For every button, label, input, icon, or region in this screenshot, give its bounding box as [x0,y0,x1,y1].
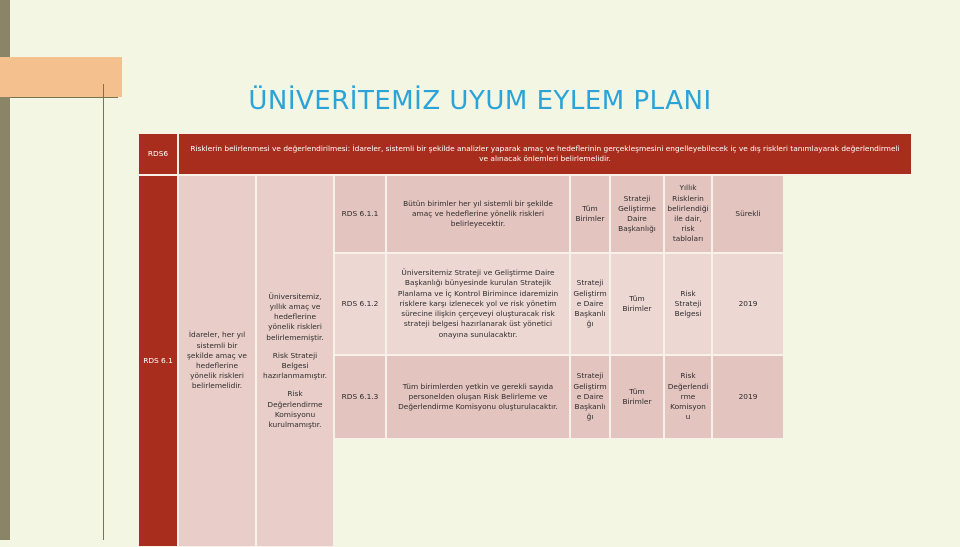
collaborator-text: Strateji Geliştirme Daire Başkanlığı [618,193,656,234]
collaborator-cell [610,175,664,253]
collaborator-cell [610,253,664,355]
responsible-cell [570,253,610,355]
current-status-3: Risk Değerlendirme Komisyonu kurulmamıştır. [267,389,323,430]
action-text-cell [386,175,570,253]
collaborator-text: Tüm Birimler [622,386,652,406]
standard-text: İdareler, her yıl sistemli bir şekilde amaç ve hedeflerine yönelik riskleri belirlemelidir. [187,330,247,391]
slide-title: ÜNİVERİTEMİZ UYUM EYLEM PLANI [248,86,712,116]
action-code: RDS 6.1.3 [341,391,379,401]
date-text: Sürekli [735,208,761,218]
responsible-text: Strateji Geliştirm e Daire Başkanlı ğı [573,278,607,329]
header-code: RDS6 [147,148,169,158]
output-text: Risk Strateji Belgesi [674,288,702,319]
action-text: Tüm birimlerden yetkin ve gerekli sayıda personelden oluşan Risk Belirleme ve Değerlendirme Komisyonu oluşturulacaktır. [398,381,558,412]
action-code-cell [334,175,386,253]
action-code-cell [334,355,386,439]
collaborator-cell [610,355,664,439]
action-code: RDS 6.1.1 [341,208,379,218]
output-text: Yıllık Risklerin belirlendiği ile dair, risk tabloları [667,183,709,244]
decoration-line [103,84,104,540]
responsible-text: Strateji Geliştirm e Daire Başkanlı ğı [573,371,607,422]
action-text: Üniversitemiz Strateji ve Geliştirme Daire Başkanlığı bünyesinde kurulan Stratejik Planlama ve İç Kontrol Birimince idaremizin risklere karşı izlenecek yol ve risk yönetim sürecine ilişkin çerçeveyi oluşturacak risk strateji belgesi hazırlanarak üst yönetici onayına sunulacaktır. [397,268,559,339]
section-code: RDS 6.1 [143,355,173,365]
date-text: 2019 [738,298,758,308]
action-text: Bütün birimler her yıl sistemli bir şekilde amaç ve hedeflerine yönelik riskleri belirleyecektir. [403,198,553,229]
output-cell [664,175,712,253]
current-status-1: Üniversitemiz, yıllık amaç ve hedeflerine yönelik riskleri belirlememiştir. [266,291,324,342]
collaborator-text: Tüm Birimler [622,293,652,313]
action-text-cell [386,355,570,439]
section-code-cell [138,175,178,547]
header-code-cell [138,133,178,175]
action-text-cell [386,253,570,355]
output-text: Risk Değerlendi rme Komisyon u [667,371,709,422]
header-text-cell [178,133,912,175]
responsible-cell [570,355,610,439]
header-text: Risklerin belirlenmesi ve değerlendirilmesi: İdareler, sistemli bir şekilde analizler yaparak amaç ve hedeflerinin gerçekleşmesini engelleyebilecek iç ve dış riskleri tanımlayarak değerlendirmeli ve alınacak önlemleri belirlemelidir. [190,143,900,163]
responsible-cell [570,175,610,253]
date-text: 2019 [738,391,758,401]
current-status-cell [256,175,334,547]
current-status-2: Risk Strateji Belgesi hazırlanmamıştır. [263,350,327,381]
standard-cell [178,175,256,547]
date-cell [712,175,784,253]
date-cell [712,355,784,439]
action-code-cell [334,253,386,355]
date-cell [712,253,784,355]
action-code: RDS 6.1.2 [341,298,379,308]
output-cell [664,355,712,439]
output-cell [664,253,712,355]
action-plan-table [138,133,912,547]
responsible-text: Tüm Birimler [575,203,605,223]
